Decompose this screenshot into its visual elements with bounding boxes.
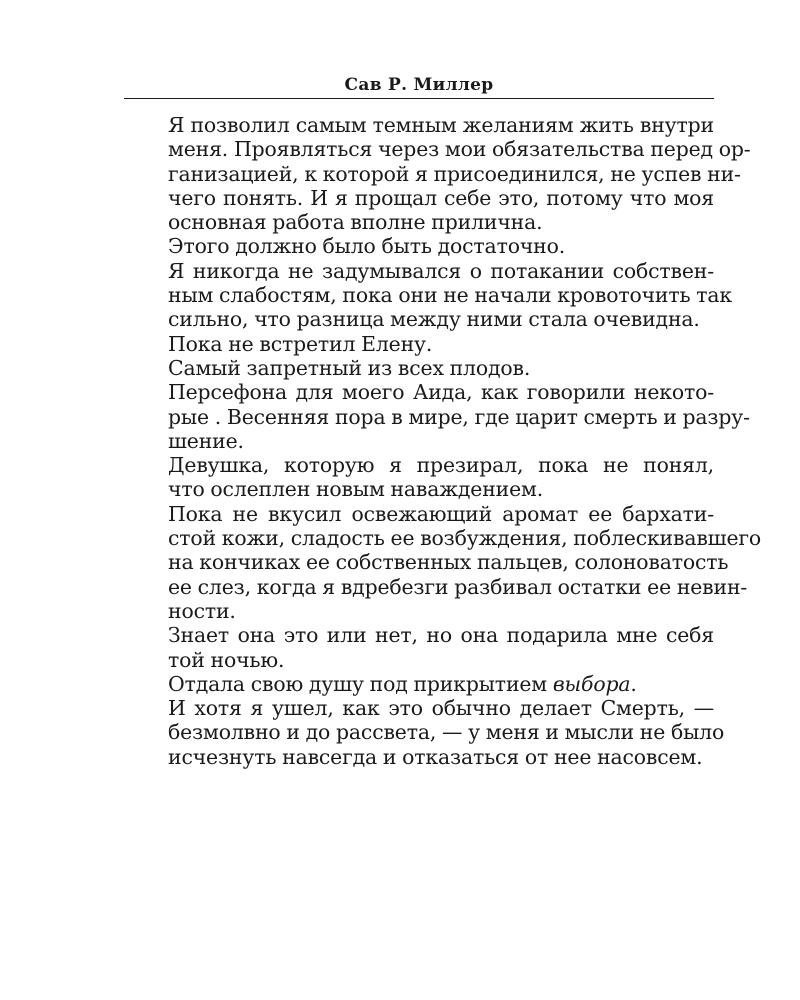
- text-line: Девушка, которую я презирал, пока не понял,: [168, 453, 714, 478]
- text-line: ганизацией, к которой я присоединился, не успев ни-: [168, 161, 741, 186]
- book-page: [124, 0, 762, 769]
- paragraph: [124, 258, 733, 332]
- text-line: ным слабостям, пока они не начали кровоточить так: [168, 283, 733, 308]
- paragraph: [124, 356, 714, 380]
- text-line: шение.: [168, 428, 244, 453]
- paragraph: [124, 501, 762, 623]
- text-line: сильно, что разница между ними стала очевидна.: [168, 307, 700, 332]
- text-run: Отдала свою душу под прикрытием: [168, 671, 553, 696]
- paragraph: [124, 380, 750, 453]
- text-line: Персефона для моего Аида, как говорили некото-: [168, 380, 714, 405]
- body-text: [124, 113, 762, 769]
- paragraph: [124, 453, 714, 502]
- text-line: на кончиках ее собственных пальцев, солоноватость: [168, 550, 729, 575]
- text-line: ности.: [168, 598, 236, 623]
- text-line: Знает она это или нет, но она подарила мне себя: [168, 623, 714, 648]
- text-line: ее слез, когда я вдребезги разбивал остатки ее невин-: [168, 574, 748, 599]
- text-line: Я никогда не задумывался о потакании собствен-: [168, 258, 714, 283]
- text-line: рые . Весенняя пора в мире, где царит смерть и разру-: [168, 404, 750, 429]
- text-line: безмолвно и до рассвета, — у меня и мысли не было: [168, 720, 725, 745]
- text-line: той ночью.: [168, 647, 285, 672]
- text-line: исчезнуть навсегда и отказаться от нее насовсем.: [168, 744, 703, 769]
- paragraph: [124, 234, 714, 258]
- text-line: Я позволил самым темным желаниям жить внутри: [168, 113, 714, 137]
- paragraph: [124, 332, 714, 356]
- paragraph: [124, 113, 751, 235]
- paragraph: [124, 623, 714, 672]
- text-line: [124, 672, 714, 696]
- emphasis-word: выбора: [552, 671, 631, 696]
- text-line: чего понять. И я прощал себе это, потому что моя: [168, 185, 714, 210]
- paragraph: [124, 696, 725, 769]
- text-line: основная работа вполне прилична.: [168, 210, 543, 235]
- text-line: И хотя я ушел, как это обычно делает Смерть, —: [168, 696, 714, 721]
- text-line: стой кожи, сладость ее возбуждения, поблескивавшего: [168, 526, 762, 551]
- header-rule: [124, 98, 714, 99]
- paragraph: [124, 672, 714, 696]
- text-line: Пока не вкусил освежающий аромат ее бархати-: [168, 501, 714, 526]
- text-line: Пока не встретил Елену.: [168, 331, 433, 356]
- text-line: Самый запретный из всех плодов.: [168, 355, 531, 380]
- text-line: меня. Проявляться через мои обязательства перед ор-: [168, 137, 751, 162]
- text-line: что ослеплен новым наваждением.: [168, 477, 544, 502]
- running-head: Сав Р. Миллер: [344, 75, 494, 95]
- text-line: Этого должно было быть достаточно.: [168, 234, 566, 259]
- text-punctuation: .: [630, 671, 637, 696]
